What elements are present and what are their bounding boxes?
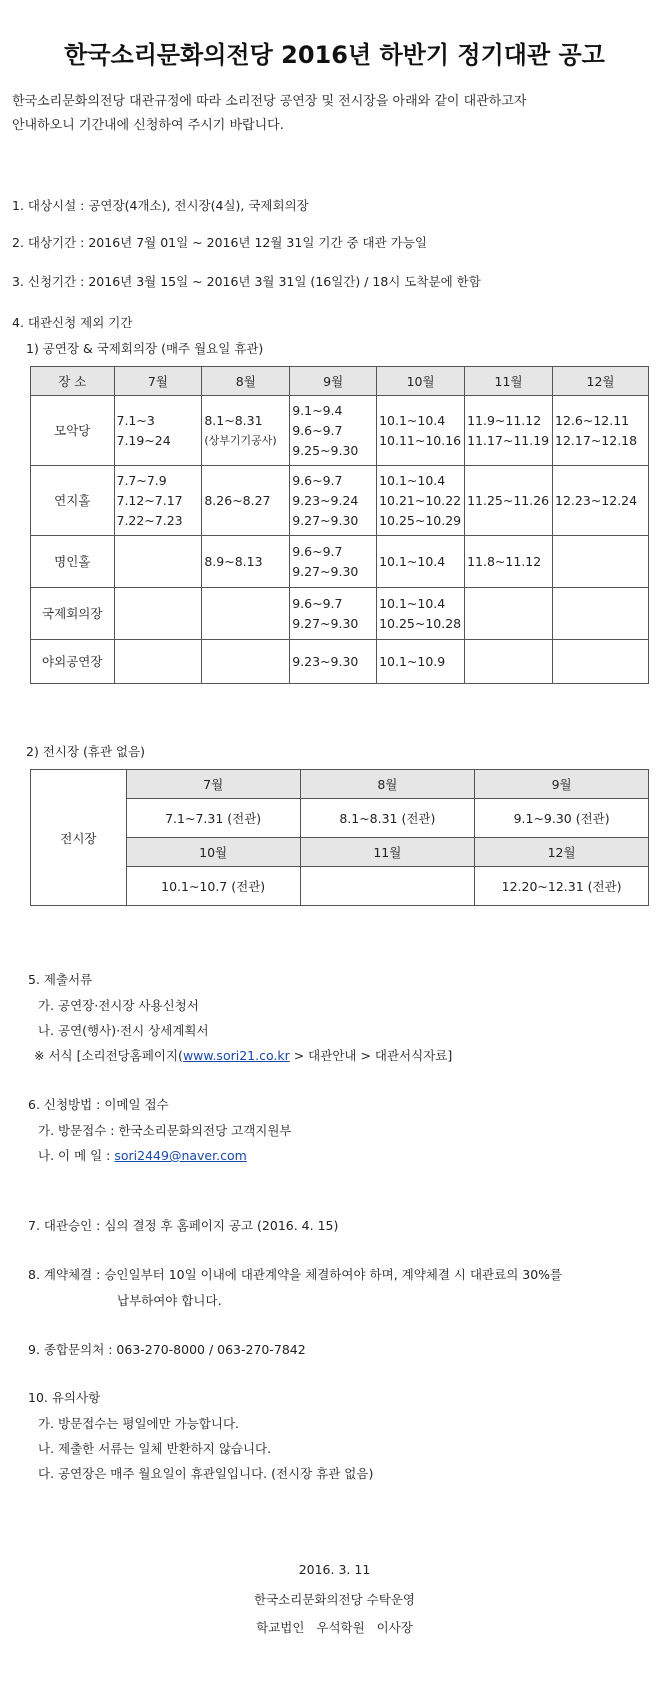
period-cell-oct: [377, 396, 465, 466]
header-venue: 장 소: [31, 367, 115, 396]
notes-item-b: 나. 제출한 서류는 일체 반환하지 않습니다.: [38, 1441, 272, 1456]
period-cell-sep: [290, 396, 377, 466]
period-line: 10.1~10.4: [379, 412, 446, 428]
period-line: 7.12~7.17: [116, 492, 183, 508]
venue-name-cell: 모악당: [31, 396, 115, 466]
period-line: 9.6~9.7: [292, 422, 343, 438]
period-line: 10.1~10.4: [379, 553, 446, 569]
notes-item-c: 다. 공연장은 매주 월요일이 휴관일입니다. (전시장 휴관 없음): [38, 1466, 374, 1481]
period-cell-jul: [114, 588, 202, 640]
intro-line-2: 안내하오니 기간내에 신청하여 주시기 바랍니다.: [12, 118, 284, 133]
exhibit-header-dec: 12월: [475, 838, 649, 867]
period-line: 11.8~11.12: [467, 553, 542, 569]
period-line: 8.1~8.31: [204, 412, 263, 428]
docs-note-suffix: > 대관안내 > 대관서식자료]: [289, 1048, 453, 1063]
contact-item: 9. 종합문의처 : 063-270-8000 / 063-270-7842: [28, 1342, 306, 1357]
period-line: 9.27~9.30: [292, 512, 359, 528]
period-cell-nov: [465, 536, 553, 588]
period-line: 10.21~10.22: [379, 492, 462, 508]
period-cell-dec: [553, 396, 649, 466]
period-line: 9.27~9.30: [292, 615, 359, 631]
exhibition-exclusion-table: [30, 769, 649, 906]
period-cell-dec: [553, 640, 649, 684]
footer-signature: 학교법인 우석학원 이사장: [256, 1620, 413, 1635]
footer-org: 한국소리문화의전당 수탁운영: [254, 1592, 415, 1607]
docs-heading: 5. 제출서류: [28, 972, 93, 987]
period-line: 9.6~9.7: [292, 472, 343, 488]
period-cell-jul: [114, 466, 202, 536]
table-row: [31, 640, 649, 684]
header-dec: 12월: [553, 367, 649, 396]
table-row: [31, 588, 649, 640]
period-line: 9.6~9.7: [292, 595, 343, 611]
venue-table-header-row: [31, 367, 649, 396]
intro-line-1: 한국소리문화의전당 대관규정에 따라 소리전당 공연장 및 전시장을 아래와 같이 대관하고자: [12, 94, 527, 109]
period-line: 9.6~9.7: [292, 543, 343, 559]
period-cell-sep: [290, 588, 377, 640]
period-line: 11.9~11.12: [467, 412, 542, 428]
header-aug: 8월: [202, 367, 290, 396]
period-cell-aug: [202, 396, 290, 466]
period-line: 11.17~11.19: [467, 432, 550, 448]
period-cell-aug: [202, 466, 290, 536]
exhibit-cell-oct: 10.1~10.7 (전관): [126, 867, 300, 906]
exhibition-label: 전시장: [31, 770, 127, 906]
table-row: [31, 396, 649, 466]
venue-name-cell: 야외공연장: [31, 640, 115, 684]
subitem-exhibition: 2) 전시장 (휴관 없음): [26, 744, 146, 759]
homepage-link[interactable]: www.sori21.co.kr: [182, 1048, 290, 1063]
email-link[interactable]: sori2449@naver.com: [114, 1148, 247, 1163]
period-line: 9.27~9.30: [292, 563, 359, 579]
exhibit-header-sep: 9월: [475, 770, 649, 799]
period-line: 7.19~24: [116, 432, 171, 448]
period-line: 7.22~7.23: [116, 512, 183, 528]
item-application-period: 3. 신청기간 : 2016년 3월 15일 ~ 2016년 3월 31일 (16일간) / 18시 도착분에 한함: [12, 274, 481, 289]
period-line: 12.6~12.11: [555, 412, 630, 428]
exhibit-header-aug: 8월: [300, 770, 475, 799]
venue-exclusion-table: [30, 366, 649, 684]
approval-item: 7. 대관승인 : 심의 결정 후 홈페이지 공고 (2016. 4. 15): [28, 1218, 339, 1233]
period-line: 10.1~10.9: [379, 653, 446, 669]
period-cell-nov: [465, 466, 553, 536]
period-line: 10.11~10.16: [379, 432, 462, 448]
period-cell-sep: [290, 536, 377, 588]
period-cell-jul: [114, 536, 202, 588]
period-cell-aug: [202, 536, 290, 588]
method-email: [38, 1146, 247, 1164]
period-line: 9.23~9.24: [292, 492, 359, 508]
period-line: 7.7~7.9: [116, 472, 167, 488]
venue-name-cell: 연지홀: [31, 466, 115, 536]
notes-item-a: 가. 방문접수는 평일에만 가능합니다.: [38, 1416, 239, 1431]
venue-name-cell: 명인홀: [31, 536, 115, 588]
period-line: 12.17~12.18: [555, 432, 638, 448]
header-oct: 10월: [377, 367, 465, 396]
table-row: [31, 770, 649, 799]
table-row: [31, 466, 649, 536]
period-cell-dec: [553, 588, 649, 640]
exhibit-cell-jul: 7.1~7.31 (전관): [126, 799, 300, 838]
docs-note-prefix: ※ 서식 [소리전당홈페이지(: [34, 1048, 183, 1063]
period-cell-aug: [202, 588, 290, 640]
subitem-halls: 1) 공연장 & 국제회의장 (매주 월요일 휴관): [26, 341, 264, 356]
period-cell-sep: [290, 640, 377, 684]
period-line: 9.25~9.30: [292, 442, 359, 458]
exhibit-cell-aug: 8.1~8.31 (전관): [300, 799, 475, 838]
header-nov: 11월: [465, 367, 553, 396]
period-line: 8.26~8.27: [204, 492, 271, 508]
method-heading: 6. 신청방법 : 이메일 접수: [28, 1097, 169, 1112]
period-cell-dec: [553, 536, 649, 588]
page-title: 한국소리문화의전당 2016년 하반기 정기대관 공고: [64, 41, 605, 69]
period-line: 9.1~9.4: [292, 402, 343, 418]
period-cell-oct: [377, 640, 465, 684]
period-line: 11.25~11.26: [467, 492, 550, 508]
item-exclusion-period: 4. 대관신청 제외 기간: [12, 315, 133, 330]
docs-form-note: [34, 1046, 452, 1064]
period-line: 9.23~9.30: [292, 653, 359, 669]
period-cell-oct: [377, 536, 465, 588]
method-visit: 가. 방문접수 : 한국소리문화의전당 고객지원부: [38, 1123, 292, 1138]
venue-name-cell: 국제회의장: [31, 588, 115, 640]
header-sep: 9월: [290, 367, 377, 396]
period-line: 10.25~10.29: [379, 512, 462, 528]
period-line: 10.1~10.4: [379, 595, 446, 611]
item-target-facilities: 1. 대상시설 : 공연장(4개소), 전시장(4실), 국제회의장: [12, 198, 309, 213]
period-line: 12.23~12.24: [555, 492, 638, 508]
exhibit-header-nov: 11월: [300, 838, 475, 867]
method-email-label: 나. 이 메 일 :: [38, 1148, 115, 1163]
header-jul: 7월: [114, 367, 202, 396]
contract-item: 8. 계약체결 : 승인일부터 10일 이내에 대관계약을 체결하여야 하며, 계약체결 시 대관료의 30%를: [28, 1267, 563, 1282]
footer-date: 2016. 3. 11: [298, 1562, 371, 1577]
table-row: [31, 536, 649, 588]
period-cell-oct: [377, 588, 465, 640]
exhibit-header-oct: 10월: [126, 838, 300, 867]
period-line: (상부기기공사): [204, 433, 277, 447]
item-target-period: 2. 대상기간 : 2016년 7월 01일 ~ 2016년 12월 31일 기간 중 대관 가능일: [12, 235, 427, 250]
exhibit-cell-sep: 9.1~9.30 (전관): [475, 799, 649, 838]
exhibit-cell-nov: [300, 867, 475, 906]
period-line: 7.1~3: [116, 412, 155, 428]
exhibit-cell-dec: 12.20~12.31 (전관): [475, 867, 649, 906]
period-cell-dec: [553, 466, 649, 536]
period-cell-jul: [114, 640, 202, 684]
period-line: 10.1~10.4: [379, 472, 446, 488]
period-cell-nov: [465, 396, 553, 466]
exhibit-header-jul: 7월: [126, 770, 300, 799]
docs-item-b: 나. 공연(행사)·전시 상세계획서: [38, 1023, 209, 1038]
period-cell-nov: [465, 640, 553, 684]
period-cell-sep: [290, 466, 377, 536]
period-cell-oct: [377, 466, 465, 536]
period-cell-jul: [114, 396, 202, 466]
period-line: 10.25~10.28: [379, 615, 462, 631]
period-cell-nov: [465, 588, 553, 640]
notes-heading: 10. 유의사항: [28, 1390, 101, 1405]
period-cell-aug: [202, 640, 290, 684]
period-line: 8.9~8.13: [204, 553, 263, 569]
docs-item-a: 가. 공연장·전시장 사용신청서: [38, 998, 199, 1013]
contract-item-cont: 납부하여야 합니다.: [117, 1293, 222, 1308]
